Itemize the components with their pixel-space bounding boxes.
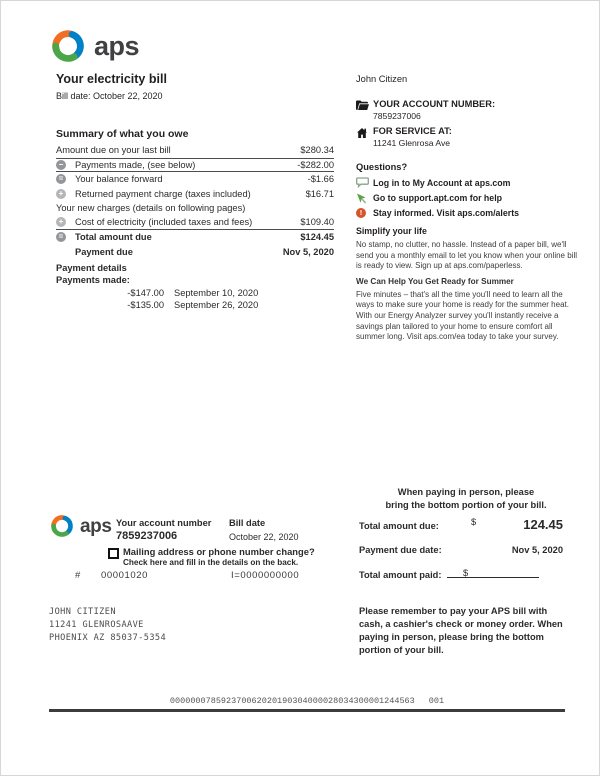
amount-paid-blank[interactable] xyxy=(447,568,539,578)
total-due-row xyxy=(359,517,563,532)
due-date-label: Payment due date: xyxy=(359,545,442,555)
summary-label: Total amount due xyxy=(75,232,152,243)
chat-icon xyxy=(356,177,373,188)
tear-line xyxy=(49,709,565,712)
cursor-icon xyxy=(356,193,373,204)
summary-row-due-date xyxy=(56,245,334,260)
payments-made-heading: Payments made: xyxy=(56,275,130,285)
summary-label: Cost of electricity (included taxes and fees) xyxy=(75,217,253,228)
bill-main-column xyxy=(56,72,334,310)
stub-code-left: 00001020 xyxy=(101,570,149,581)
currency-symbol: $ xyxy=(471,517,477,527)
simplify-heading: Simplify your life xyxy=(356,226,427,236)
payment-amount: -$135.00 xyxy=(127,300,164,310)
question-link: Log in to My Account at aps.com xyxy=(373,177,511,188)
stub-bill-date-label: Bill date xyxy=(229,518,266,528)
summary-value: -$282.00 xyxy=(297,159,334,170)
summary-value: Nov 5, 2020 xyxy=(282,246,334,257)
question-item xyxy=(356,177,580,188)
summary-label: Payments made, (see below) xyxy=(75,159,196,170)
stub-notice-line2: bring the bottom portion of your bill. xyxy=(385,499,547,510)
aps-logo-icon xyxy=(49,27,87,65)
aps-wordmark: aps xyxy=(80,515,112,537)
account-number-value: 7859237006 xyxy=(373,111,421,121)
summary-label: Payment due xyxy=(75,246,133,257)
amount-paid-row xyxy=(359,568,563,580)
total-due-label: Total amount due: xyxy=(359,521,439,531)
amount-paid-label: Total amount paid: xyxy=(359,570,442,580)
folder-icon xyxy=(356,99,373,113)
service-address-value: 11241 Glenrosa Ave xyxy=(373,138,451,148)
summer-heading: We Can Help You Get Ready for Summer xyxy=(356,276,514,286)
summary-heading: Summary of what you owe xyxy=(56,128,189,140)
payment-amount: -$147.00 xyxy=(127,287,164,298)
payment-date: September 26, 2020 xyxy=(174,300,259,310)
account-number-block xyxy=(356,99,580,125)
summary-value: $109.40 xyxy=(300,217,334,228)
summary-label: Returned payment charge (taxes included) xyxy=(75,188,251,199)
address-change-sub: Check here and fill in the details on the back. xyxy=(123,558,299,567)
aps-wordmark: aps xyxy=(94,30,140,61)
payment-reminder: Please remember to pay your APS bill with cash, a cashier's check or money order. When paying in person, please bring the bottom portion of your bill. xyxy=(359,606,563,655)
equals-icon: = xyxy=(56,174,66,184)
scanline-suffix: 001 xyxy=(428,696,445,706)
mail-street: 11241 GLENROSAAVE xyxy=(49,620,144,630)
mail-city: PHOENIX AZ 85037-5354 xyxy=(49,633,167,643)
page-title: Your electricity bill xyxy=(56,72,167,86)
scanline-digits: 000000078592370062020190304000028034300001244563 xyxy=(169,696,415,706)
customer-name: John Citizen xyxy=(356,74,408,84)
stub-bill-date: October 22, 2020 xyxy=(229,532,299,542)
equals-icon: = xyxy=(56,232,66,242)
stub-notice-line1: When paying in person, please xyxy=(397,487,535,497)
payment-row xyxy=(56,288,334,298)
stub-notice xyxy=(361,486,571,511)
question-link: Go to support.apt.com for help xyxy=(373,193,503,203)
plus-icon: + xyxy=(56,217,66,227)
summary-row xyxy=(56,216,334,231)
aps-logo xyxy=(49,27,139,65)
summary-row xyxy=(56,158,334,173)
service-address-block xyxy=(356,126,580,152)
summary-row xyxy=(56,187,334,202)
due-date-row xyxy=(359,545,563,555)
home-icon xyxy=(356,126,373,141)
summary-row-total xyxy=(56,230,334,245)
due-date-value: Nov 5, 2020 xyxy=(511,545,563,555)
summary-value: $280.34 xyxy=(300,145,334,156)
summary-row xyxy=(56,172,334,187)
payment-row xyxy=(56,300,334,310)
address-change-checkbox[interactable] xyxy=(108,548,119,559)
stub-account-label: Your account number xyxy=(116,518,212,528)
aps-logo-icon xyxy=(49,513,75,539)
payment-details-heading: Payment details xyxy=(56,263,127,273)
mail-name: JOHN CITIZEN xyxy=(49,607,116,617)
summer-text: Five minutes – that's all the time you'll need to learn all the ways to make sure your home is ready for the summer heat. With our Energy Analyzer survey you'll instantly receive a savings plan tailored to your home to ensure comfort all summer long. Visit aps.com/ea today to take your survey. xyxy=(356,289,569,342)
summary-label: Your new charges (details on following pages) xyxy=(56,203,246,214)
question-item xyxy=(356,193,580,204)
bill-date: Bill date: October 22, 2020 xyxy=(56,91,163,101)
summary-label: Your balance forward xyxy=(75,174,163,185)
plus-icon: + xyxy=(56,189,66,199)
simplify-text: No stamp, no clutter, no hassle. Instead of a paper bill, we'll send you a monthly email to let you know when your online bill is ready to view. Sign up at aps.com/paperless. xyxy=(356,240,578,271)
minus-icon: − xyxy=(56,160,66,170)
scanline xyxy=(49,696,565,706)
summary-row xyxy=(56,201,334,216)
stub-code-right: I=0000000000 xyxy=(231,570,300,581)
alert-icon: ! xyxy=(356,208,366,218)
address-change-label: Mailing address or phone number change? xyxy=(123,546,315,557)
bill-side-column xyxy=(356,74,580,348)
summary-value: $124.45 xyxy=(300,232,334,243)
total-due-value: 124.45 xyxy=(523,517,563,532)
questions-heading: Questions? xyxy=(356,162,408,172)
summary-row xyxy=(56,143,334,158)
question-link: Stay informed. Visit aps.com/alerts xyxy=(373,208,520,218)
summary-value: -$1.66 xyxy=(307,174,334,185)
mailing-address xyxy=(49,606,166,645)
aps-logo-small xyxy=(49,513,112,539)
summary-label: Amount due on your last bill xyxy=(56,145,171,156)
summary-value: $16.71 xyxy=(305,188,334,199)
service-address-label: FOR SERVICE AT: xyxy=(373,126,452,136)
question-item xyxy=(356,208,580,218)
stub-account-number: 7859237006 xyxy=(116,530,178,542)
currency-symbol: $ xyxy=(463,568,469,578)
stub-hash: # xyxy=(75,570,81,581)
account-number-label: YOUR ACCOUNT NUMBER: xyxy=(373,99,496,109)
payment-date: September 10, 2020 xyxy=(174,287,259,298)
